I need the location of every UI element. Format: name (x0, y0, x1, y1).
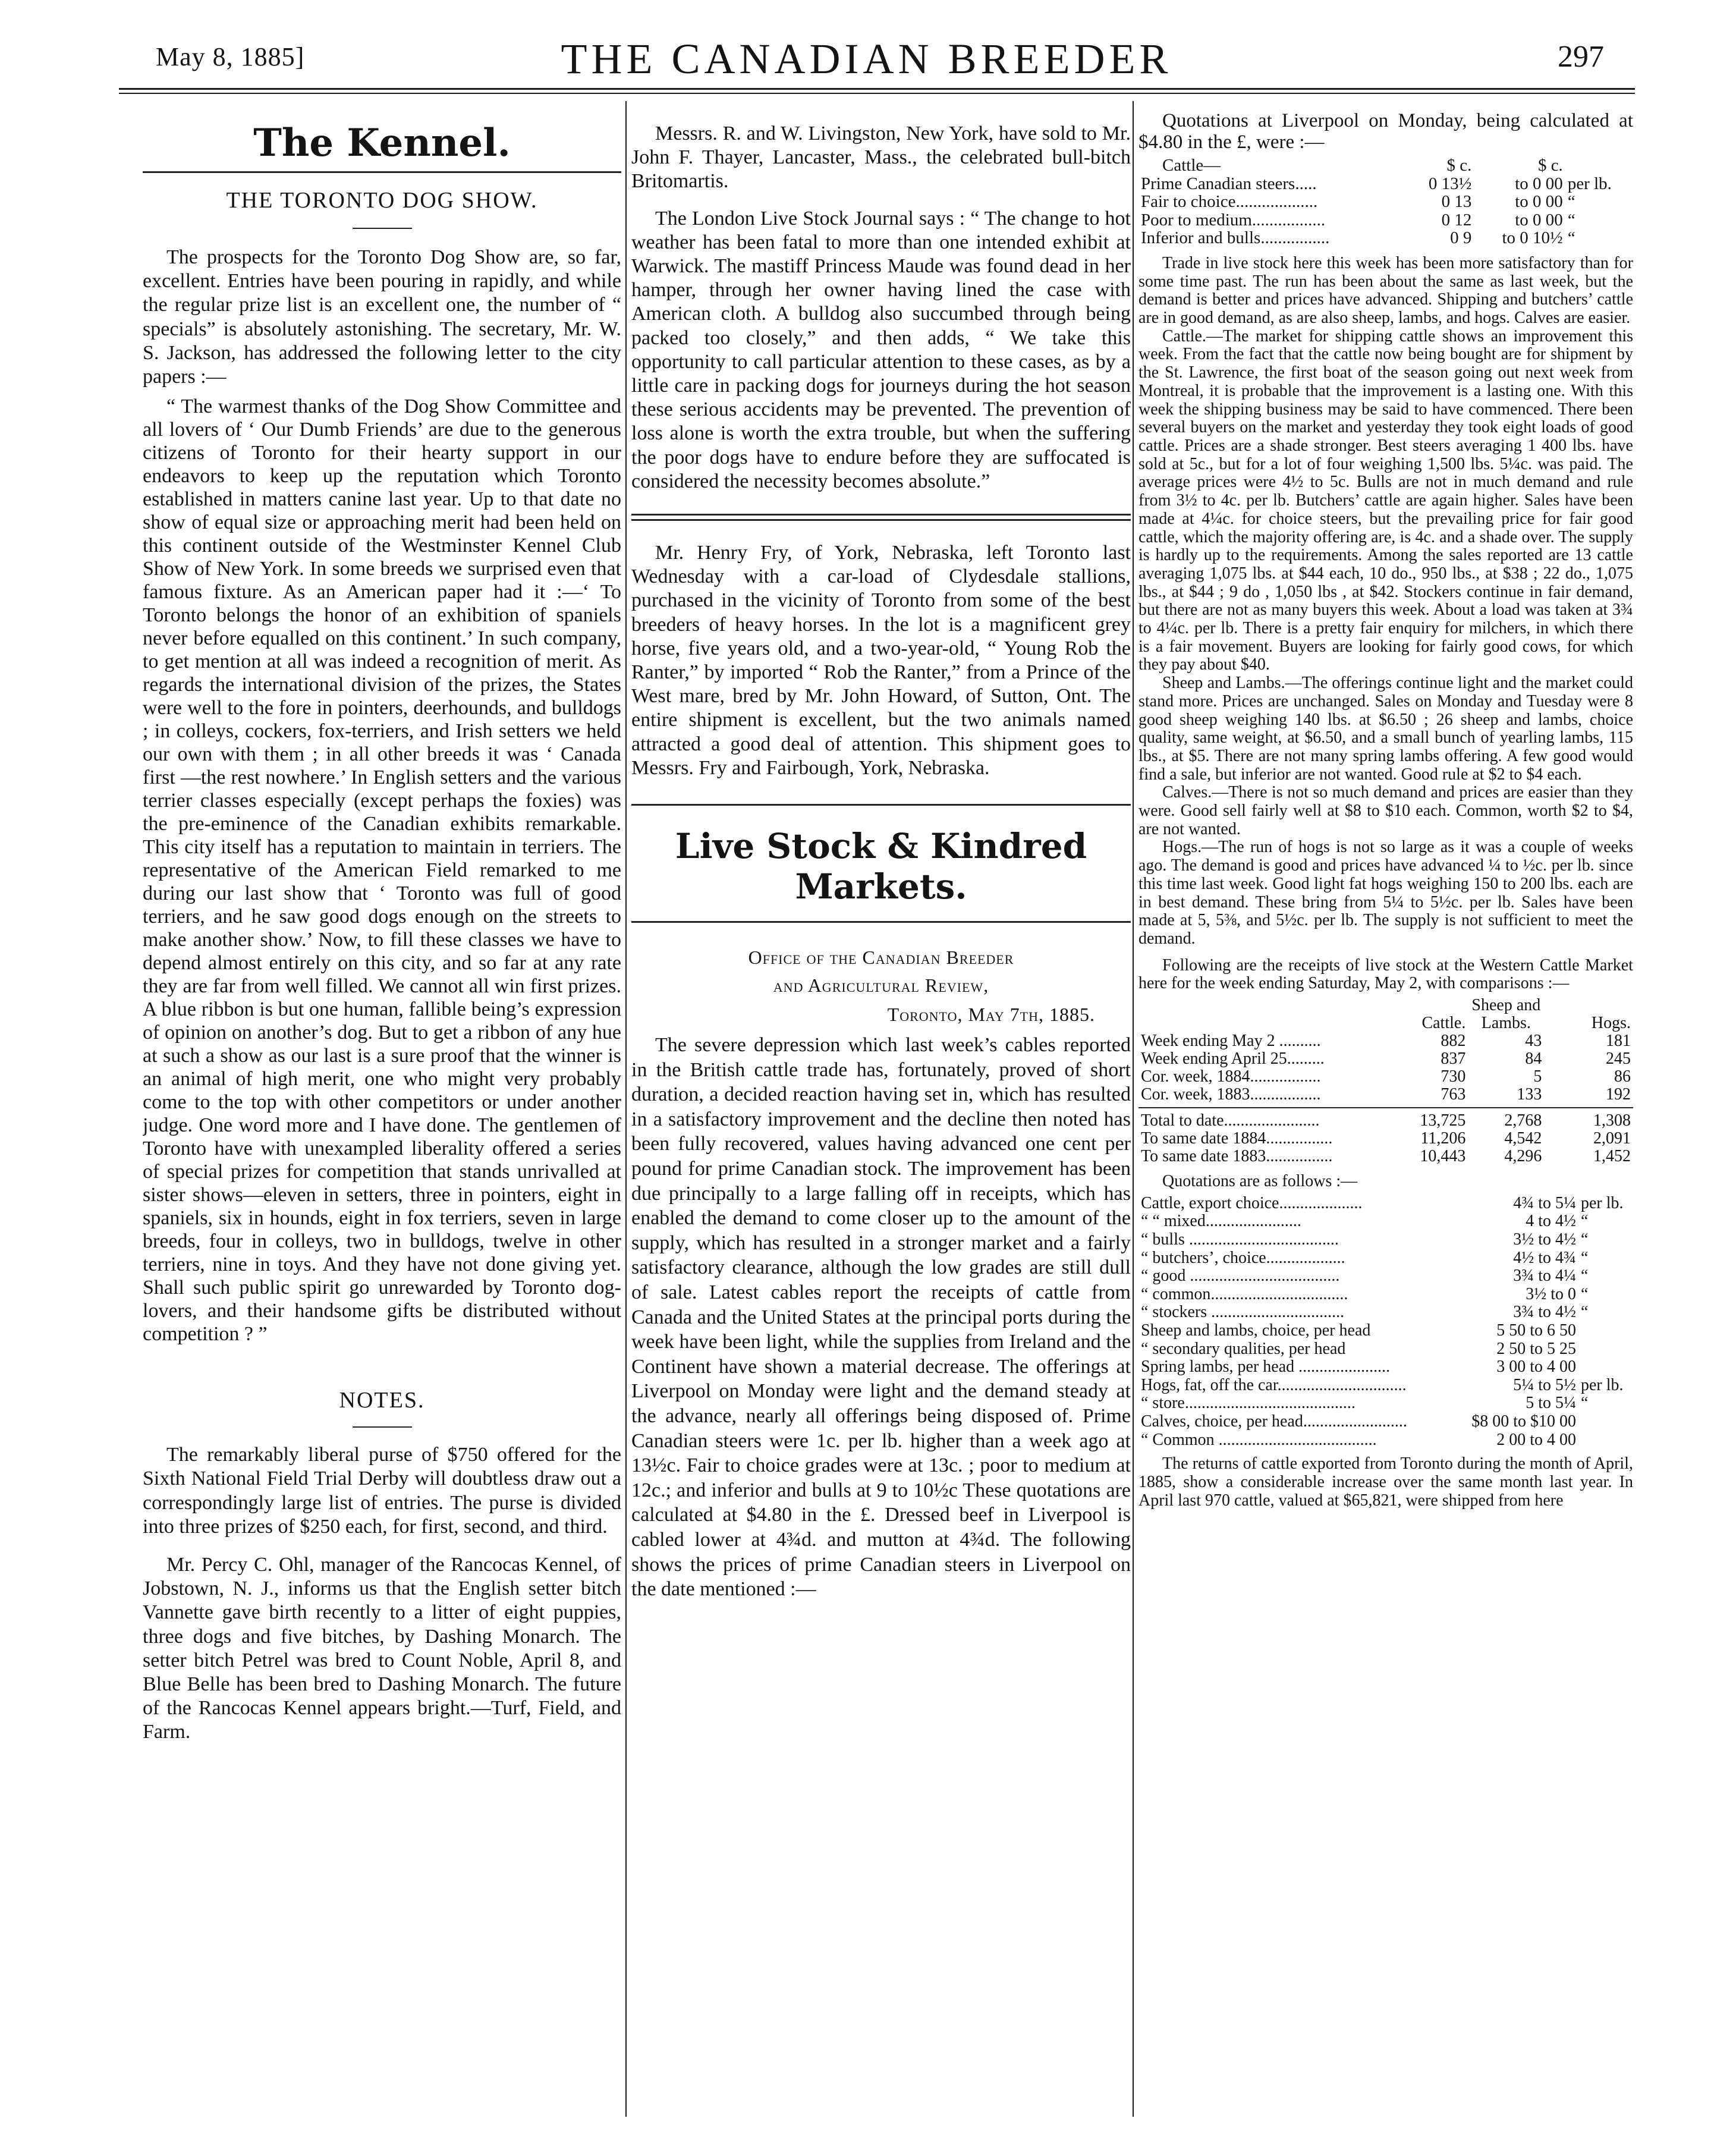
table-cell: $8 00 to $10 00 (1471, 1412, 1576, 1431)
table-cell: “ store......................................... (1141, 1394, 1355, 1413)
masthead (0, 0, 1733, 107)
table-cell: Cor. week, 1883................. (1141, 1085, 1321, 1104)
table-cell: “ Common ...................................... (1141, 1430, 1377, 1449)
table-cell: 181 (1606, 1032, 1631, 1051)
table-cell: 1,308 (1593, 1111, 1631, 1130)
table-cell: Prime Canadian steers..... (1141, 174, 1317, 193)
table-cell: “ (1567, 228, 1575, 248)
table-cell: “ “ mixed....................... (1141, 1212, 1301, 1231)
article-paragraph: Mr. Henry Fry, of York, Nebraska, left Toronto last Wednesday with a car-load of Clydesdale stallions, purchased in the vicinity of Toronto from some of the best breeders of heavy horses. In the lot is a magnificent grey horse, five years old, and a two-year-old, “ Young Rob the Ranter,” by imported “ Rob the Ranter,” from a Prince of the West mare, bred by Mr. John Howard, of Sutton, Ont. The entire shipment is excellent, but the two animals named attracted a good deal of attention. This shipment goes to Messrs. Fry and Fairbough, York, Nebraska. (631, 542, 1131, 779)
table-row (1138, 1050, 1633, 1068)
table-cell: 4,296 (1504, 1147, 1542, 1166)
column-left (143, 110, 621, 2144)
article-paragraph: Sheep and Lambs.—The offerings continue light and the market could stand more. Prices are unchanged. Sales on Monday and Tuesday were 8 good sheep weighing 140 lbs. at $6.50 ; 26 sheep and lambs, choice quality, same weight, at $6.50, and a small bunch of yearling lambs, 115 lbs., at $5. There are not many spring lambs offering. A few good would find a sale, but inferior are not wanted. Good rule at $2 to $4 each. (1138, 674, 1633, 784)
office-line: Office of the Canadian Breeder (748, 947, 1014, 969)
table-cell: to 0 00 (1515, 210, 1563, 230)
table-row (1138, 1148, 1633, 1165)
table-cell: “ (1580, 1230, 1589, 1249)
table-cell: 763 (1441, 1085, 1466, 1104)
article-paragraph: “ The warmest thanks of the Dog Show Committee and all lovers of ‘ Our Dumb Friends’ are due to the generous citizens of Toronto for their hearty support in our endeavors to keep up the reputation which Toronto established in matters canine last year. Up to that date no show of equal size or approaching merit had been held on this continent outside of the Westminster Kennel Club Show of New York. In some breeds we surprised even that famous fixture. As an American paper had it :—‘ To Toronto belongs the honor of an exhibition of spaniels never before equalled on this continent.’ In such company, to get mention at all was indeed a recognition of merit. As regards the international division of the prizes, the States were well to the fore in pointers, deerhounds, and bulldogs ; in colleys, cockers, fox-terriers, and Irish setters we held our own with them ; in all other breeds it was ‘ Canada first —the rest nowhere.’ In English setters and the various terrier classes especially (except perhaps the foxies) was the pre-eminence of the Canadian exhibits remarkable. This city itself has a reputation to maintain in terriers. The representative of the American Field remarked to me during our last show that ‘ Toronto was full of good terriers, and he saw good dogs enough on the streets to make another show.’ Now, to fill these classes we have to depend almost entirely on this city, and so far at any rate they are far from well filled. We cannot all win first prizes. A blue ribbon is but one human, fallible being’s expression of opinion on another’s dog. But to get a ribbon of any hue at such a show as our last is a sure proof that the winner is an animal of high merit, one who might very probably come to the top with other competitors or under another judge. One word more and I have done. The gentlemen of Toronto have with unexampled liberality offered a series of special prizes for competition that stands unrivalled at sister shows—eleven in setters, three in pointers, eight in spaniels, six in hounds, eight in fox terriers, seven in large breeds, four in colleys, two in bulldogs, twelve in other terriers, nine in toys. And they have not done giving yet. Shall such public spirit go unrewarded by Toronto dog-lovers, and their handsome gifts be distributed without competition ? ” (143, 395, 621, 1346)
masthead-rule-bottom (119, 93, 1635, 94)
liverpool-prices-table (1138, 156, 1633, 247)
table-cell: 245 (1606, 1049, 1631, 1068)
table-cell: 11,206 (1420, 1129, 1466, 1148)
table-cell: Week ending May 2 .......... (1141, 1032, 1321, 1051)
table-cell: 3¾ to 4¼ (1513, 1266, 1576, 1286)
table-cell: “ good .................................... (1141, 1266, 1340, 1286)
table-cell (1578, 1340, 1633, 1359)
table-cell: “ common................................. (1141, 1284, 1348, 1303)
table-cell: “ (1580, 1284, 1589, 1303)
article-paragraph: The severe depression which last week’s cables reported in the British cattle trade has, fortunately, proved of short duration, a decided reaction having set in, which has resulted in a satisfactory improvement and the decline then noted has been fully recovered, values having advanced one cent per pound for prime Canadian stock. The improvement has been due principally to a large falling off in receipts, which has enabled the demand to come closer up to the amount of the supply, which has resulted in a stronger market and a fairly satisfactory clearance, although the low grades are still dull of sale. Latest cables report the receipts of cattle from Canada and the United States at the principal ports during the week have been light, while the supplies from Ireland and the Continent have shown a material decrease. The offerings at Liverpool on Monday were light and the demand steady at the advance, nearly all offerings being disposed of. Prime Canadian steers were 1c. per lb. higher than a week ago at 13½c. Fair to choice grades were at 13c. ; poor to medium at 12c.; and inferior and bulls at 9 to 10½c These quotations are calculated at $4.80 in the £. Dressed beef in Liverpool is cabled lower at 4¾d. and mutton at 4¾d. The following shows the prices of prime Canadian steers in Liverpool on the date mentioned :— (631, 1034, 1131, 1601)
table-cell: 5 (1533, 1067, 1542, 1086)
table-cell: 4 to 4½ (1526, 1212, 1576, 1231)
table-header-cell: $ c. (1446, 156, 1472, 175)
table-cell: 1,452 (1593, 1147, 1631, 1166)
table-cell (1578, 1431, 1633, 1450)
table-cell: 882 (1441, 1032, 1466, 1051)
table-cell: 2,768 (1504, 1111, 1542, 1130)
table-cell: Cattle, export choice.................... (1141, 1193, 1363, 1212)
table-header-cell: Cattle— (1162, 156, 1221, 175)
table-cell: 3¾ to 4½ (1513, 1303, 1576, 1322)
article-paragraph: Mr. Percy C. Ohl, manager of the Rancocas Kennel, of Jobstown, N. J., informs us that the English setter bitch Vannette gave birth recently to a litter of eight puppies, three dogs and five bitches, by Dashing Monarch. The setter bitch Petrel was bred to Count Noble, April 8, and Blue Belle has been bred to Dashing Monarch. The future of the Rancocas Kennel appears bright.—Turf, Field, and Farm. (143, 1554, 621, 1743)
quotations-table (1138, 1195, 1633, 1449)
receipts-intro: Following are the receipts of live stock at the Western Cattle Market here for the week ending Saturday, May 2, with comparisons :— (1138, 956, 1633, 993)
table-row (1138, 229, 1633, 247)
table-cell: per lb. (1580, 1375, 1624, 1394)
table-cell: “ secondary qualities, per head (1141, 1339, 1346, 1358)
table-cell: To same date 1883................ (1141, 1147, 1333, 1166)
article-paragraph: The remarkably liberal purse of $750 offered for the Sixth National Field Trial Derby will doubtless draw out a correspondingly large list of entries. The purse is divided into three prizes of $250 each, for first, second, and third. (143, 1444, 621, 1538)
table-cell: Fair to choice................... (1141, 192, 1318, 212)
table-cell: To same date 1884................ (1141, 1129, 1333, 1148)
table-header-cell: Hogs. (1591, 1014, 1631, 1033)
table-cell: 730 (1441, 1067, 1466, 1086)
table-cell (1578, 1358, 1633, 1376)
article-paragraph: Trade in live stock here this week has been more satisfactory than for some time past. The run has been about the same as last week, but the demand is better and prices have advanced. Shipping and butchers’ cattle are in good demand, as are also sheep, lambs, and hogs. Calves are easier. (1138, 253, 1633, 328)
dog-show-heading: THE TORONTO DOG SHOW. (226, 188, 538, 213)
section-rule-double (631, 514, 1131, 521)
table-cell: 2 50 to 5 25 (1496, 1339, 1576, 1358)
table-cell: “ stockers ................................ (1141, 1303, 1345, 1322)
table-row (1138, 1249, 1633, 1268)
table-cell: per lb. (1567, 174, 1612, 193)
article-paragraph: The returns of cattle exported from Toronto during the month of April, 1885, show a considerable increase over the same month last year. In April last 970 cattle, valued at $65,821, were shipped from here (1138, 1454, 1633, 1510)
table-cell: 10,443 (1420, 1147, 1466, 1166)
table-cell: 13,725 (1420, 1111, 1466, 1130)
column-divider-1 (625, 101, 627, 2117)
table-cell (1578, 1322, 1633, 1340)
table-cell: 0 13½ (1428, 174, 1472, 193)
section-rule (631, 804, 1131, 806)
table-cell: “ (1580, 1266, 1589, 1286)
table-cell: “ (1580, 1394, 1589, 1413)
newspaper-title: THE CANADIAN BREEDER (561, 35, 1172, 83)
page-number: 297 (1558, 40, 1604, 74)
masthead-rule-top (119, 88, 1635, 90)
article-paragraph: Messrs. R. and W. Livingston, New York, have sold to Mr. John F. Thayer, Lancaster, Mass., the celebrated bull-bitch Britomartis. (631, 122, 1131, 193)
table-cell: 0 9 (1450, 228, 1472, 248)
table-row (1138, 1231, 1633, 1249)
article-paragraph: Cattle.—The market for shipping cattle shows an improvement this week. From the fact that the cattle now being bought are for shipment by the St. Lawrence, the first boat of the season going out next week from Montreal, it is probable that the improvement is a lasting one. With this week the shipping business may be said to have commenced. There been several buyers on the market and yesterday they took eight loads of good cattle. Prices are a shade stronger. Best steers averaging 1 400 lbs. have sold at 5c., but for a lot of four weighing 1,500 lbs. 5¼c. was paid. The average prices were 4½ to 5c. Bulls are not in much demand and rule from 3½ to 4c. per lb. Butchers’ cattle are again higher. Sales have been made at 4¼c. for choice steers, but the prevailing price for fair good cattle, which the majority offering are, is 4c. and a shade over. The supply is hardly up to the requirements. Among the sales reported are 13 cattle averaging 1,075 lbs. at $44 each, 10 do., 950 lbs., at $38 ; 22 do., 1,075 lbs., at $44 ; 9 do , 1,050 lbs , at $42. Stockers continue in fair demand, but there are not as many buyers this week. About a load was taken at 3¾ to 4¼c. per lb. There is a pretty fair enquiry for milchers, in which there is a fair movement. Buyers are looking for fairly good cows, for which they pay about $40. (1138, 326, 1633, 674)
table-cell: 5 50 to 6 50 (1496, 1321, 1576, 1340)
table-row (1138, 1112, 1633, 1130)
table-cell: “ butchers’, choice................... (1141, 1248, 1345, 1267)
table-row (1138, 1303, 1633, 1322)
heading-rule (353, 1426, 412, 1428)
table-cell: 2,091 (1593, 1129, 1631, 1148)
table-header-row (1138, 997, 1633, 1032)
table-row (1138, 1086, 1633, 1104)
table-cell: Hogs, fat, off the car............................... (1141, 1375, 1407, 1394)
article-paragraph: Calves.—There is not so much demand and prices are easier than they were. Good sell fairly well at $8 to $10 each. Common, worth $2 to $4, are not wanted. (1138, 783, 1633, 838)
table-cell: 0 13 (1441, 192, 1472, 212)
column-divider-2 (1133, 101, 1134, 2117)
receipts-table (1138, 997, 1633, 1165)
table-cell: “ (1580, 1248, 1589, 1267)
table-cell: to 0 00 (1515, 174, 1563, 193)
heading-rule (353, 228, 412, 229)
section-rule (143, 171, 621, 173)
table-cell: Spring lambs, per head ...................... (1141, 1357, 1391, 1376)
table-cell: 86 (1614, 1067, 1631, 1086)
table-row (1138, 1286, 1633, 1304)
table-cell: 4½ to 4¾ (1513, 1248, 1576, 1267)
office-line: and Agricultural Review, (773, 975, 989, 997)
table-cell: to 0 00 (1515, 192, 1563, 212)
table-cell (1578, 1413, 1633, 1431)
table-cell: 2 00 to 4 00 (1496, 1430, 1576, 1449)
table-row (1138, 1340, 1633, 1359)
table-row (1138, 1267, 1633, 1286)
table-row (1138, 175, 1633, 193)
table-header-row (1138, 156, 1633, 175)
table-row (1138, 1212, 1633, 1231)
table-row (1138, 1130, 1633, 1148)
table-row (1138, 1032, 1633, 1050)
table-row (1138, 193, 1633, 211)
liverpool-intro: Quotations at Liverpool on Monday, being calculated at $4.80 in the £, were :— (1138, 110, 1633, 153)
table-header-cell: Sheep and Lambs. (1471, 996, 1541, 1033)
table-cell: Cor. week, 1884................. (1141, 1067, 1321, 1086)
article-paragraph: The prospects for the Toronto Dog Show are, so far, excellent. Entries have been pouring in rapidly, and while the regular prize list is an excellent one, the number of “ specials” is absolutely astonishing. The secretary, Mr. W. S. Jackson, has addressed the following letter to the city papers :— (143, 246, 621, 388)
table-row (1138, 1376, 1633, 1395)
table-header-cell: Cattle. (1421, 1014, 1466, 1033)
table-cell: 0 12 (1441, 210, 1472, 230)
issue-date: May 8, 1885] (156, 42, 305, 71)
kennel-banner: The Kennel. (253, 121, 511, 165)
article-paragraph: Hogs.—The run of hogs is not so large as it was a couple of weeks ago. The demand is good and prices have advanced ¼ to ½c. per lb. since this time last week. Good light fat hogs weighing 150 to 200 lbs. each are in best demand. These bring from 5¼ to 5½c. per lb. Sales have been made at 5, 5⅜, and 5½c. per lb. The supply is not sufficient to meet the demand. (1138, 838, 1633, 948)
table-cell: 133 (1517, 1085, 1542, 1104)
table-header-cell (1138, 997, 1366, 1032)
table-cell: 3 00 to 4 00 (1496, 1357, 1576, 1376)
table-cell: “ (1567, 192, 1575, 212)
dateline: Toronto, May 7th, 1885. (887, 1004, 1095, 1026)
table-cell: Calves, choice, per head......................... (1141, 1412, 1407, 1431)
table-row (1138, 1358, 1633, 1376)
column-middle (631, 110, 1131, 2144)
table-cell: Poor to medium................. (1141, 210, 1326, 230)
quotations-intro: Quotations are as follows :— (1162, 1172, 1358, 1191)
table-header-cell: $ c. (1537, 156, 1563, 175)
markets-banner: Live Stock & Kindred Markets. (675, 826, 1087, 907)
table-cell: 84 (1525, 1049, 1542, 1068)
table-cell: 3½ to 4½ (1513, 1230, 1576, 1249)
table-cell: 4¾ to 5¼ (1513, 1193, 1576, 1212)
table-cell: Total to date....................... (1141, 1111, 1320, 1130)
table-cell: 5¼ to 5½ (1513, 1375, 1576, 1394)
table-cell: to 0 10½ (1502, 228, 1563, 248)
table-row (1138, 1431, 1633, 1450)
table-cell: 192 (1606, 1085, 1631, 1104)
table-cell: per lb. (1580, 1193, 1624, 1212)
table-row (1138, 1394, 1633, 1413)
table-cell: “ (1567, 210, 1575, 230)
article-paragraph: The London Live Stock Journal says : “ The change to hot weather has been fatal to more than one intended exhibit at Warwick. The mastiff Princess Maude was found dead in her hamper, through her owner having lined the case with American cloth. A bulldog also succumbed through being packed too closely,” and then adds, “ We take this opportunity to call particular attention to these cases, as by a little care in packing dogs for journeys during the hot season these serious accidents may be prevented. The prevention of loss alone is worth the extra trouble, but when the suffering the poor dogs have to endure before they are suffocated is considered the necessity becomes absolute.” (631, 207, 1131, 492)
table-cell: Inferior and bulls................ (1141, 228, 1330, 248)
table-divider-row (1138, 1104, 1633, 1112)
table-cell: 5 to 5¼ (1526, 1394, 1576, 1413)
section-rule (631, 921, 1131, 923)
table-cell: Week ending April 25......... (1141, 1049, 1325, 1068)
table-row (1138, 1322, 1633, 1340)
table-cell: “ bulls .................................... (1141, 1230, 1339, 1249)
notes-heading: NOTES. (339, 1388, 425, 1413)
table-row (1138, 1068, 1633, 1086)
table-cell: “ (1580, 1303, 1589, 1322)
table-row (1138, 1413, 1633, 1431)
table-cell: “ (1580, 1212, 1589, 1231)
table-cell: 837 (1441, 1049, 1466, 1068)
table-cell: Sheep and lambs, choice, per head (1141, 1321, 1371, 1340)
table-cell: 4,542 (1504, 1129, 1542, 1148)
table-row (1138, 1195, 1633, 1213)
table-cell: 3½ to 0 (1526, 1284, 1576, 1303)
table-cell: 43 (1525, 1032, 1542, 1051)
column-right (1138, 110, 1633, 2144)
table-row (1138, 211, 1633, 230)
